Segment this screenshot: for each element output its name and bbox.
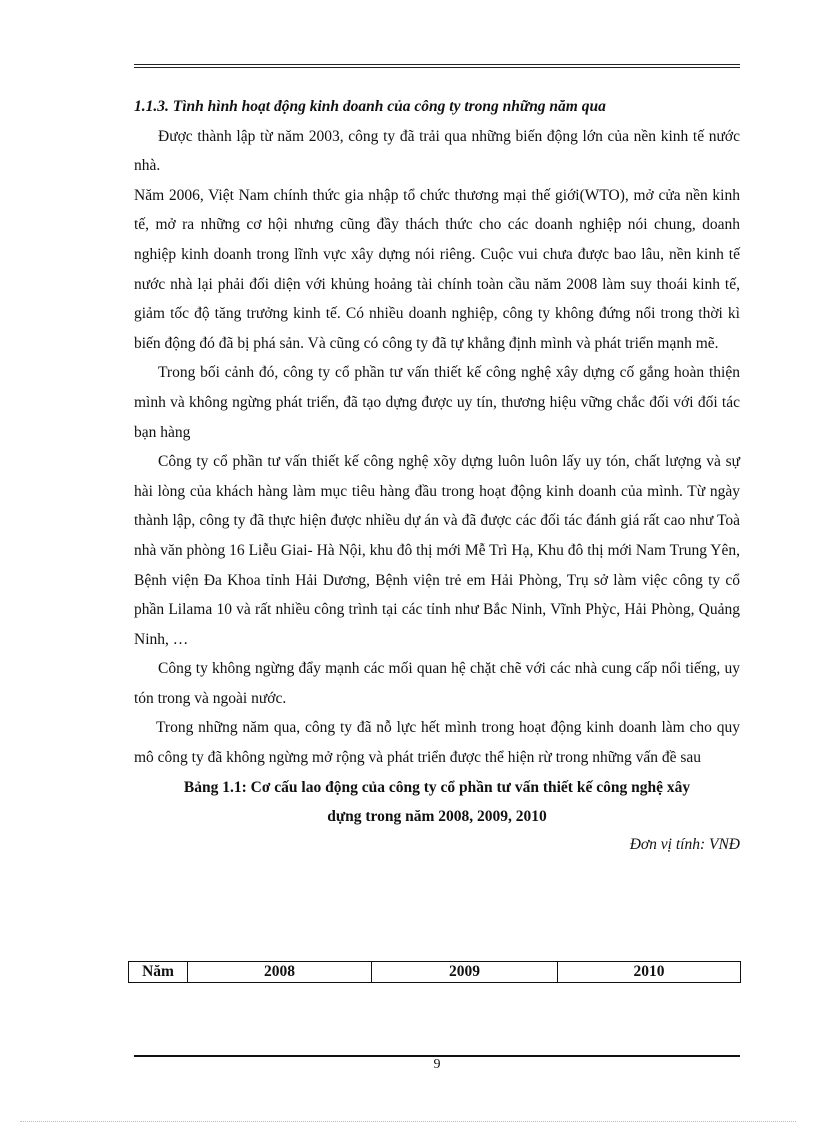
paragraph: Trong bối cảnh đó, công ty cổ phần tư vấn thiết kế công nghệ xây dựng cố gắng hoàn thiện mình và không ngừng phát triển, đã tạo dựng được uy tín, thương hiệu vững chắc đối với đối tác bạn hàng: [134, 364, 740, 441]
table-header-cell: Năm: [129, 962, 188, 983]
table-caption: dựng trong năm 2008, 2009, 2010: [327, 808, 547, 826]
paragraph: Năm 2006, Việt Nam chính thức gia nhập tổ chức thương mại thế giới(WTO), mở cửa nền kinh tế, mở ra những cơ hội nhưng cũng đầy thách thức cho các doanh nghiệp nói chung, doanh nghiệp kinh doanh trong lĩnh vực xây dựng nói riêng. Cuộc vui chưa được bao lâu, nền kinh tế nước nhà lại phải đối diện với khủng hoảng tài chính toàn cầu năm 2008 làm suy thoái kinh tế, giảm tốc độ tăng trưởng kinh tế. Có nhiều doanh nghiệp, công ty không đứng nổi trong thời kì biến động đó đã bị phá sản. Và cũng có công ty đã tự khẳng định mình và phát triển mạnh mẽ.: [134, 186, 740, 352]
paragraph: Công ty không ngừng đẩy mạnh các mối quan hệ chặt chẽ với các nhà cung cấp nổi tiếng, uy tón trong và ngoài nước.: [134, 660, 740, 707]
unit-label: Đơn vị tính: VNĐ: [629, 835, 740, 853]
header-rule: [134, 67, 740, 68]
page-boundary: [20, 1121, 796, 1122]
header-rule: [134, 64, 740, 65]
table-header-cell: 2009: [372, 962, 558, 983]
page-number: 9: [433, 1057, 441, 1072]
paragraph: Trong những năm qua, công ty đã nỗ lực hết mình trong hoạt động kinh doanh làm cho quy mô công ty đã không ngừng mở rộng và phát triển được thể hiện rừ trong những vấn đề sau: [134, 719, 740, 767]
labor-structure-table: [128, 961, 741, 983]
table-header-cell: 2010: [558, 962, 741, 983]
table-header-cell: 2008: [188, 962, 372, 983]
table-caption: Bảng 1.1: Cơ cấu lao động của công ty cổ phần tư vấn thiết kế công nghệ xây: [183, 778, 691, 796]
section-heading: 1.1.3. Tình hình hoạt động kinh doanh của công ty trong những năm qua: [134, 98, 606, 115]
page-content: [134, 92, 740, 858]
paragraph: Được thành lập từ năm 2003, công ty đã trải qua những biến động lớn của nền kinh tế nước nhà.: [134, 127, 740, 175]
table-header-row: [129, 962, 741, 983]
paragraph: Công ty cổ phần tư vấn thiết kế công nghệ xõy dựng luôn luôn lấy uy tón, chất lượng và sự hài lòng của khách hàng làm mục tiêu hàng đầu trong hoạt động kinh doanh của mình. Từ ngày thành lập, công ty đã thực hiện được nhiều dự án và đã được các đối tác đánh giá rất cao như Toà nhà văn phòng 16 Liễu Giai- Hà Nội, khu đô thị mới Mễ Trì Hạ, Khu đô thị mới Nam Trung Yên, Bệnh viện Đa Khoa tỉnh Hải Dương, Bệnh viện trẻ em Hải Phòng, Trụ sở làm việc công ty cổ phần Lilama 10 và rất nhiều công trình tại các tỉnh như Bắc Ninh, Vĩnh Phỳc, Hải Phòng, Quảng Ninh, …: [134, 453, 740, 648]
